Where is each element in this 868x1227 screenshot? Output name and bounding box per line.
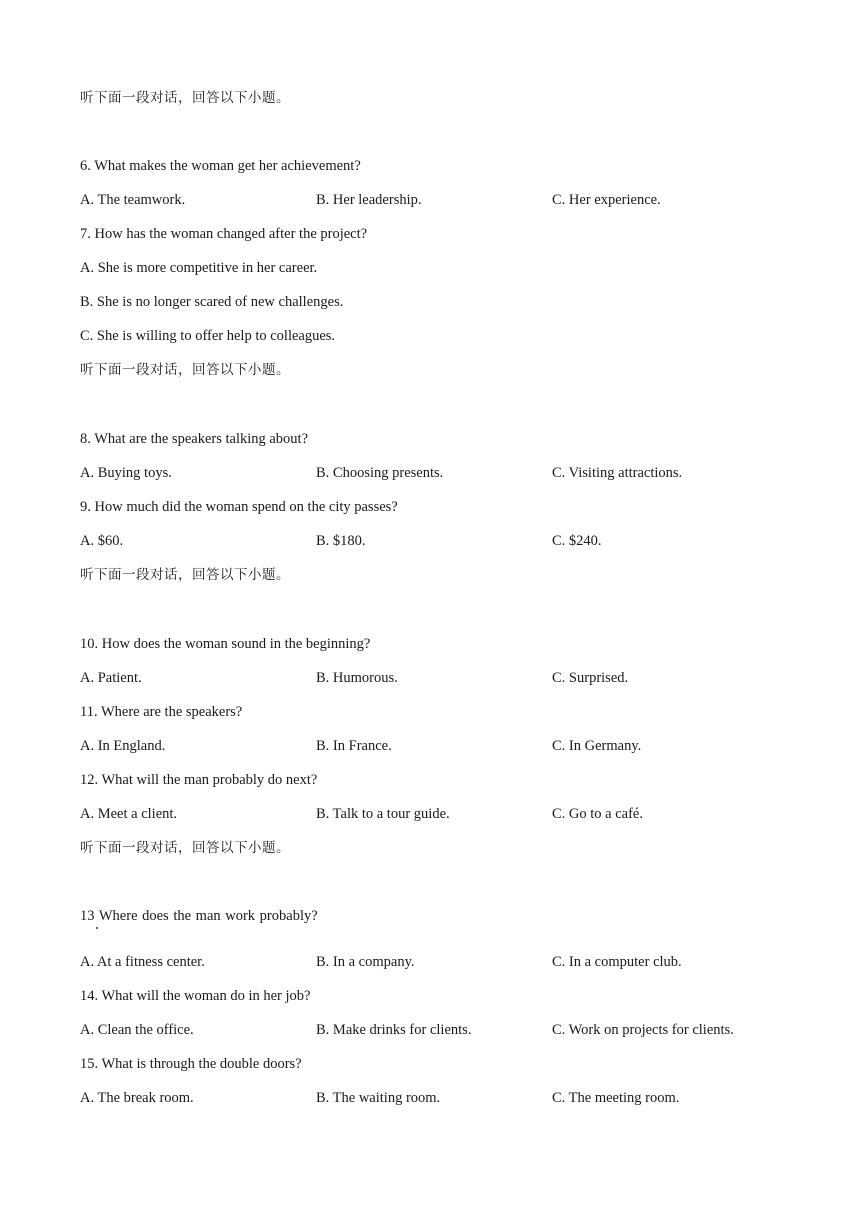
question-8-stem: 8. What are the speakers talking about?	[80, 431, 309, 447]
question-6-option-c: C. Her experience.	[552, 192, 661, 208]
question-11-option-c: C. In Germany.	[552, 738, 642, 754]
question-6-stem: 6. What makes the woman get her achievement?	[80, 158, 361, 174]
question-10-option-b: B. Humorous.	[316, 670, 398, 686]
question-14-stem: 14. What will the woman do in her job?	[80, 988, 311, 1004]
print-speck	[96, 927, 98, 929]
question-13-option-b: B. In a company.	[316, 954, 415, 970]
question-11-option-b: B. In France.	[316, 738, 392, 754]
question-6-option-a: A. The teamwork.	[80, 192, 186, 208]
question-7-option-a: A. She is more competitive in her career.	[80, 260, 318, 276]
question-15-option-b: B. The waiting room.	[316, 1090, 441, 1106]
question-14-option-c: C. Work on projects for clients.	[552, 1022, 734, 1038]
question-9-stem: 9. How much did the woman spend on the city passes?	[80, 499, 398, 515]
question-11-option-a: A. In England.	[80, 738, 166, 754]
question-7-option-b: B. She is no longer scared of new challenges.	[80, 294, 344, 310]
question-8-option-b: B. Choosing presents.	[316, 465, 444, 481]
question-9-option-c: C. $240.	[552, 533, 602, 549]
question-13-option-a: A. At a fitness center.	[80, 954, 205, 970]
question-9-option-b: B. $180.	[316, 533, 366, 549]
question-7-option-c: C. She is willing to offer help to colleagues.	[80, 328, 336, 344]
question-8-option-a: A. Buying toys.	[80, 465, 172, 481]
question-15-stem: 15. What is through the double doors?	[80, 1056, 302, 1072]
question-14-option-a: A. Clean the office.	[80, 1022, 194, 1038]
section-instruction: 听下面一段对话，回答以下小题。	[80, 362, 290, 378]
question-6-option-b: B. Her leadership.	[316, 192, 422, 208]
question-9-option-a: A. $60.	[80, 533, 124, 549]
question-10-stem: 10. How does the woman sound in the beginning?	[80, 636, 371, 652]
question-10-option-a: A. Patient.	[80, 670, 142, 686]
question-13-stem: 13 Where does the man work probably?	[80, 908, 318, 924]
question-8-option-c: C. Visiting attractions.	[552, 465, 683, 481]
question-10-option-c: C. Surprised.	[552, 670, 629, 686]
question-11-stem: 11. Where are the speakers?	[80, 704, 243, 720]
section-instruction: 听下面一段对话，回答以下小题。	[80, 90, 290, 106]
question-12-option-b: B. Talk to a tour guide.	[316, 806, 450, 822]
question-7-stem: 7. How has the woman changed after the project?	[80, 226, 368, 242]
question-12-stem: 12. What will the man probably do next?	[80, 772, 318, 788]
question-12-option-a: A. Meet a client.	[80, 806, 178, 822]
question-14-option-b: B. Make drinks for clients.	[316, 1022, 472, 1038]
question-15-option-c: C. The meeting room.	[552, 1090, 680, 1106]
question-15-option-a: A. The break room.	[80, 1090, 194, 1106]
question-12-option-c: C. Go to a café.	[552, 806, 643, 822]
section-instruction: 听下面一段对话，回答以下小题。	[80, 840, 290, 856]
section-instruction: 听下面一段对话，回答以下小题。	[80, 567, 290, 583]
question-13-option-c: C. In a computer club.	[552, 954, 682, 970]
